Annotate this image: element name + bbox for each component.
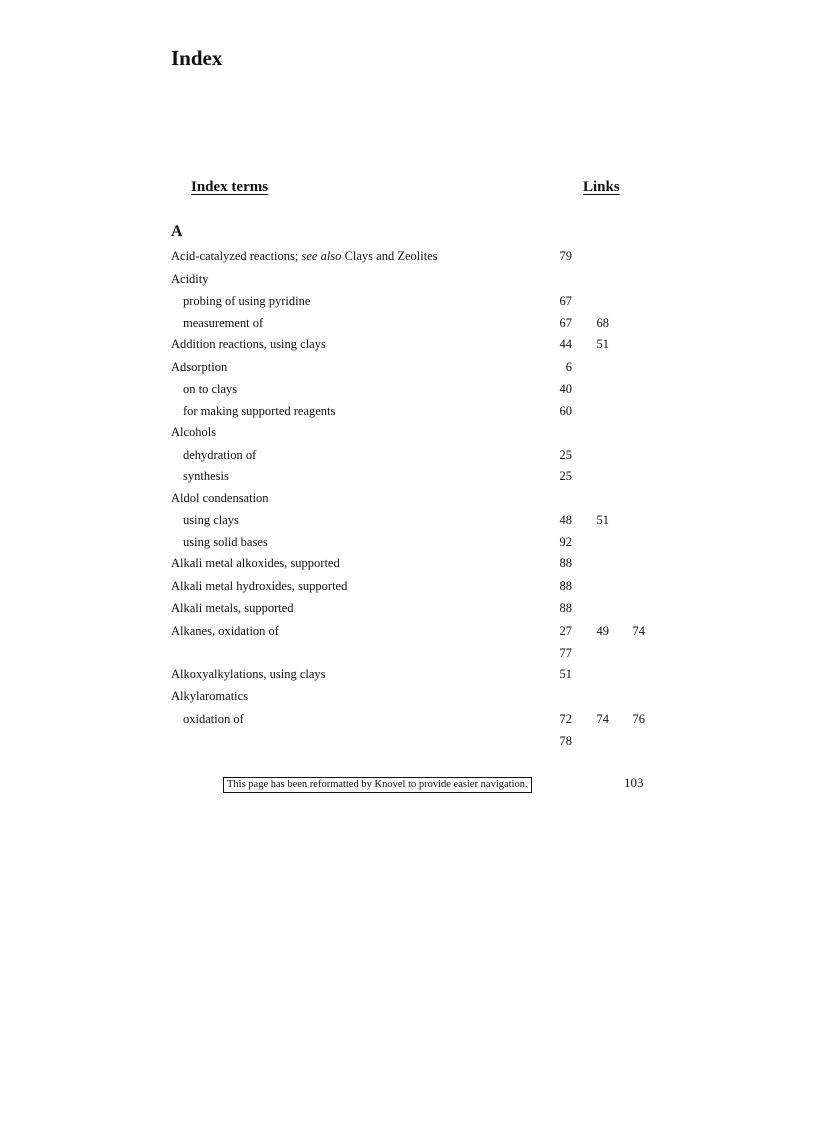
index-term: [171, 425, 216, 440]
index-term-text: Alkali metals, supported: [171, 601, 294, 615]
page-link[interactable]: 68: [596, 315, 609, 330]
page-link[interactable]: 51: [559, 666, 572, 681]
index-term-text: using clays: [183, 513, 239, 527]
index-entry: [171, 621, 651, 664]
page-link[interactable]: 88: [559, 578, 572, 593]
index-term: [183, 382, 237, 397]
index-term-text: Alkali metal hydroxides, supported: [171, 578, 348, 593]
page-link[interactable]: 49: [596, 623, 609, 638]
index-term-text: oxidation of: [183, 711, 244, 726]
index-term: [171, 556, 340, 571]
index-term-text: Adsorption: [171, 359, 228, 374]
index-term: [183, 469, 229, 484]
index-term: [183, 294, 310, 309]
index-term-text: Acidity: [171, 271, 209, 286]
index-term-text: probing of using pyridine: [183, 294, 311, 308]
index-term: [183, 513, 239, 528]
page-link[interactable]: 74: [632, 623, 645, 638]
index-term-text: on to clays: [183, 382, 238, 396]
index-entry: [171, 553, 651, 576]
page-link[interactable]: 79: [559, 249, 572, 263]
index-term-text: measurement of: [183, 315, 264, 330]
index-subentry: [171, 445, 651, 467]
index-subentry: [171, 401, 651, 423]
index-term-text: Addition reactions, using clays: [171, 337, 326, 351]
index-entry: [171, 246, 651, 269]
page-number: 103: [624, 775, 644, 790]
page-link[interactable]: 27: [559, 623, 572, 638]
index-term-text: Alkylaromatics: [171, 689, 249, 703]
page-link[interactable]: 88: [559, 556, 572, 570]
index-term-text: Alkoxyalkylations, using clays: [171, 666, 326, 681]
index-entry: [171, 598, 651, 621]
page-link[interactable]: 51: [596, 337, 609, 351]
page-link[interactable]: 76: [632, 711, 645, 726]
index-term: [183, 316, 263, 331]
index-entry: [171, 488, 651, 511]
index-entry: [171, 664, 651, 687]
index-term-text: Alcohols: [171, 425, 217, 439]
index-entry: [171, 576, 651, 599]
page-link[interactable]: 92: [559, 534, 572, 549]
index-subentry: [171, 532, 651, 554]
index-entry: [171, 334, 651, 357]
index-subentry: [171, 709, 651, 752]
index-term: [171, 689, 248, 704]
index-subentry: [171, 466, 651, 488]
index-term-text: Alkali metal alkoxides, supported: [171, 556, 340, 570]
index-term: [171, 624, 279, 639]
page-link[interactable]: 6: [565, 359, 572, 374]
page-link[interactable]: 44: [559, 337, 572, 351]
page-link[interactable]: 51: [596, 513, 609, 527]
index-term-text: dehydration of: [183, 447, 257, 462]
section-letter: A: [171, 223, 183, 240]
index-term: [171, 337, 326, 352]
page-link[interactable]: 74: [596, 711, 609, 726]
index-term-text: Aldol condensation: [171, 490, 269, 505]
index-term-text: Alkanes, oxidation of: [171, 623, 279, 638]
index-term: [171, 601, 294, 616]
index-term: [171, 249, 438, 264]
index-term: [171, 667, 326, 682]
index-entry: [171, 269, 651, 292]
page-title: Index: [171, 46, 223, 70]
page-links: [552, 712, 652, 750]
links-header: Links: [583, 179, 620, 195]
index-term: [171, 491, 269, 506]
page-link[interactable]: 67: [559, 294, 572, 308]
index-entry: [171, 422, 651, 445]
see-also-label: see also: [301, 249, 342, 263]
index-term-text: synthesis: [183, 469, 229, 483]
page-link[interactable]: 40: [559, 382, 572, 396]
index-term-text: Acid-catalyzed reactions;: [171, 249, 302, 263]
page-link[interactable]: 25: [559, 469, 572, 483]
index-term: [183, 712, 244, 727]
index-term: [183, 535, 268, 550]
index-term: [183, 404, 335, 419]
index-subentry: [171, 510, 651, 532]
index-term: [171, 272, 209, 287]
page-link[interactable]: 77: [559, 645, 572, 660]
index-term: [171, 360, 227, 375]
index-terms-header: Index terms: [191, 179, 269, 195]
index-entry: [171, 357, 651, 380]
knovel-reformat-note: This page has been reformatted by Knovel to provide easier navigation.: [223, 777, 532, 793]
page-link[interactable]: 25: [559, 447, 572, 462]
page-link[interactable]: 67: [559, 315, 572, 330]
index-subentry: [171, 291, 651, 313]
page-link[interactable]: 78: [559, 733, 572, 748]
see-also-target[interactable]: Clays and Zeolites: [341, 249, 438, 263]
page-links: [552, 624, 652, 662]
index-term-text: using solid bases: [183, 534, 268, 549]
index-term: [171, 579, 347, 594]
index-subentry: [171, 313, 651, 335]
index-term: [183, 448, 256, 463]
index-entry: [171, 686, 651, 709]
index-term-text: for making supported reagents: [183, 403, 336, 418]
page-link[interactable]: 48: [559, 513, 572, 527]
page-link[interactable]: 60: [559, 403, 572, 418]
page-link[interactable]: 72: [559, 711, 572, 726]
page-link[interactable]: 88: [559, 601, 572, 615]
index-entry-list: [171, 246, 651, 752]
index-subentry: [171, 379, 651, 401]
